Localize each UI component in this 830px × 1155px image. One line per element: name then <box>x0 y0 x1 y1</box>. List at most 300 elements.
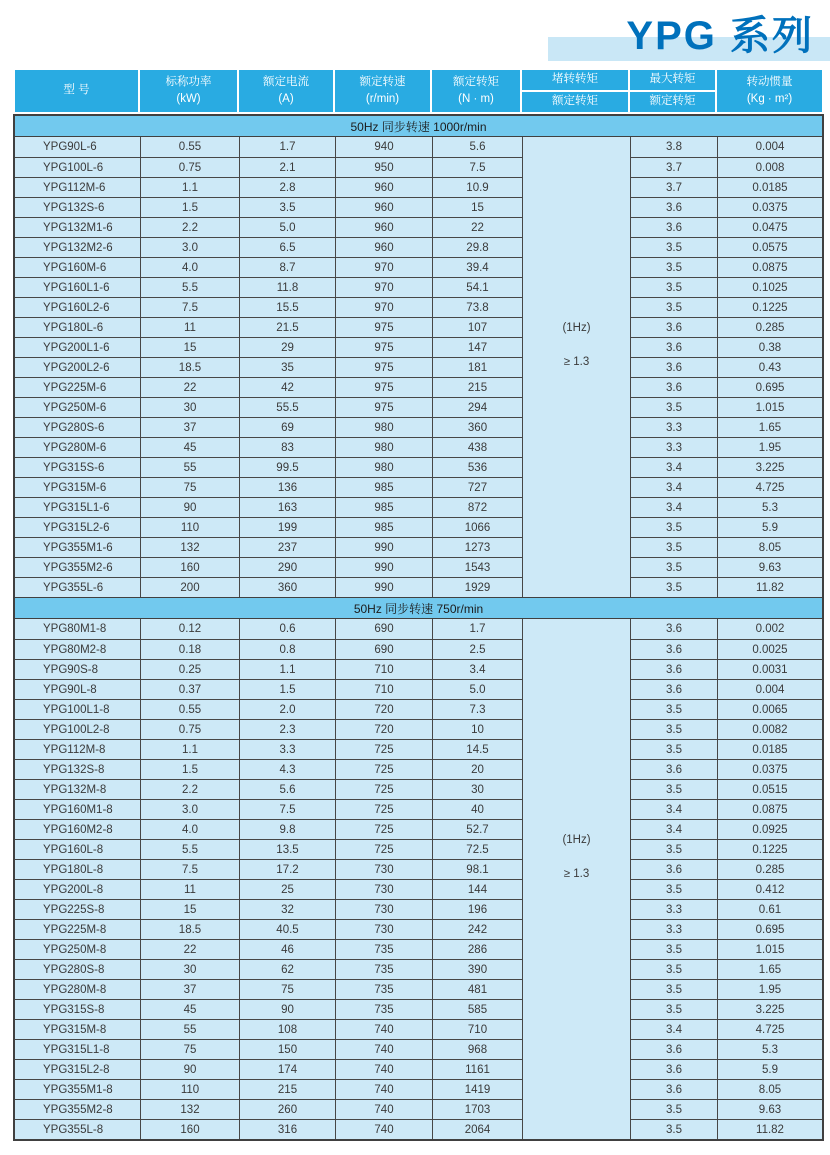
speed-cell: 975 <box>335 397 432 417</box>
power-cell: 1.1 <box>140 177 239 197</box>
power-cell: 30 <box>140 959 239 979</box>
power-cell: 1.5 <box>140 759 239 779</box>
max-torque-ratio-cell: 3.6 <box>630 659 717 679</box>
max-torque-ratio-cell: 3.3 <box>630 899 717 919</box>
col-header-max-torque-denominator: 额定转矩 <box>649 95 696 108</box>
max-torque-ratio-cell: 3.6 <box>630 317 717 337</box>
max-torque-ratio-cell: 3.5 <box>630 839 717 859</box>
current-cell: 25 <box>239 879 335 899</box>
inertia-cell: 4.725 <box>717 477 822 497</box>
col-header-speed-unit: (r/min) <box>365 92 400 105</box>
torque-cell: 98.1 <box>432 859 522 879</box>
current-cell: 2.1 <box>239 157 335 177</box>
max-torque-ratio-cell: 3.7 <box>630 177 717 197</box>
max-torque-ratio-cell: 3.6 <box>630 1079 717 1099</box>
model-cell: YPG80M1-8 <box>15 619 140 639</box>
page-title: YPG 系列 <box>626 14 814 58</box>
speed-cell: 730 <box>335 879 432 899</box>
power-cell: 37 <box>140 979 239 999</box>
model-cell: YPG315L2-6 <box>15 517 140 537</box>
inertia-cell: 0.1025 <box>717 277 822 297</box>
torque-cell: 294 <box>432 397 522 417</box>
inertia-cell: 5.9 <box>717 1059 822 1079</box>
torque-cell: 585 <box>432 999 522 1019</box>
power-cell: 15 <box>140 337 239 357</box>
current-cell: 2.8 <box>239 177 335 197</box>
max-torque-ratio-cell: 3.5 <box>630 257 717 277</box>
current-cell: 199 <box>239 517 335 537</box>
power-cell: 3.0 <box>140 799 239 819</box>
model-cell: YPG90L-8 <box>15 679 140 699</box>
current-cell: 5.0 <box>239 217 335 237</box>
torque-cell: 72.5 <box>432 839 522 859</box>
torque-cell: 360 <box>432 417 522 437</box>
col-header-current-label: 额定电流 <box>263 76 309 88</box>
model-cell: YPG250M-6 <box>15 397 140 417</box>
max-torque-ratio-cell: 3.6 <box>630 1039 717 1059</box>
current-cell: 55.5 <box>239 397 335 417</box>
speed-cell: 990 <box>335 537 432 557</box>
speed-cell: 725 <box>335 799 432 819</box>
max-torque-ratio-cell: 3.6 <box>630 197 717 217</box>
torque-cell: 1703 <box>432 1099 522 1119</box>
speed-cell: 990 <box>335 557 432 577</box>
torque-cell: 30 <box>432 779 522 799</box>
power-cell: 37 <box>140 417 239 437</box>
current-cell: 1.7 <box>239 137 335 157</box>
model-cell: YPG355M1-8 <box>15 1079 140 1099</box>
model-cell: YPG200L2-6 <box>15 357 140 377</box>
inertia-cell: 0.0925 <box>717 819 822 839</box>
inertia-cell: 3.225 <box>717 457 822 477</box>
current-cell: 150 <box>239 1039 335 1059</box>
current-cell: 83 <box>239 437 335 457</box>
speed-cell: 740 <box>335 1019 432 1039</box>
current-cell: 8.7 <box>239 257 335 277</box>
max-torque-ratio-cell: 3.7 <box>630 157 717 177</box>
power-cell: 30 <box>140 397 239 417</box>
inertia-cell: 5.3 <box>717 497 822 517</box>
inertia-cell: 0.004 <box>717 137 822 157</box>
power-cell: 200 <box>140 577 239 597</box>
speed-cell: 735 <box>335 939 432 959</box>
torque-cell: 1.7 <box>432 619 522 639</box>
model-cell: YPG180L-6 <box>15 317 140 337</box>
col-header-speed <box>335 70 432 112</box>
speed-cell: 960 <box>335 217 432 237</box>
inertia-cell: 0.0065 <box>717 699 822 719</box>
power-cell: 11 <box>140 317 239 337</box>
model-cell: YPG180L-8 <box>15 859 140 879</box>
current-cell: 1.5 <box>239 679 335 699</box>
inertia-cell: 11.82 <box>717 1119 822 1139</box>
current-cell: 0.8 <box>239 639 335 659</box>
current-cell: 40.5 <box>239 919 335 939</box>
speed-cell: 980 <box>335 437 432 457</box>
max-torque-ratio-cell: 3.8 <box>630 137 717 157</box>
inertia-cell: 1.65 <box>717 959 822 979</box>
torque-cell: 968 <box>432 1039 522 1059</box>
model-cell: YPG280S-6 <box>15 417 140 437</box>
inertia-cell: 8.05 <box>717 1079 822 1099</box>
max-torque-ratio-cell: 3.6 <box>630 619 717 639</box>
current-cell: 7.5 <box>239 799 335 819</box>
speed-cell: 725 <box>335 839 432 859</box>
max-torque-ratio-cell: 3.5 <box>630 939 717 959</box>
inertia-cell: 1.95 <box>717 979 822 999</box>
speed-cell: 985 <box>335 497 432 517</box>
max-torque-ratio-cell: 3.5 <box>630 699 717 719</box>
max-torque-ratio-cell: 3.5 <box>630 999 717 1019</box>
inertia-cell: 0.0475 <box>717 217 822 237</box>
inertia-cell: 1.95 <box>717 437 822 457</box>
speed-cell: 725 <box>335 779 432 799</box>
torque-cell: 5.6 <box>432 137 522 157</box>
speed-cell: 690 <box>335 639 432 659</box>
inertia-cell: 0.43 <box>717 357 822 377</box>
max-torque-ratio-cell: 3.5 <box>630 577 717 597</box>
power-cell: 2.2 <box>140 779 239 799</box>
table-section-2 <box>15 597 822 1139</box>
torque-cell: 2064 <box>432 1119 522 1139</box>
max-torque-ratio-cell: 3.5 <box>630 537 717 557</box>
model-cell: YPG160L-8 <box>15 839 140 859</box>
max-torque-ratio-cell: 3.5 <box>630 297 717 317</box>
speed-cell: 725 <box>335 759 432 779</box>
model-cell: YPG315M-6 <box>15 477 140 497</box>
current-cell: 32 <box>239 899 335 919</box>
current-cell: 75 <box>239 979 335 999</box>
max-torque-ratio-cell: 3.5 <box>630 959 717 979</box>
current-cell: 360 <box>239 577 335 597</box>
current-cell: 316 <box>239 1119 335 1139</box>
inertia-cell: 5.3 <box>717 1039 822 1059</box>
torque-cell: 147 <box>432 337 522 357</box>
max-torque-ratio-cell: 3.4 <box>630 819 717 839</box>
speed-cell: 730 <box>335 919 432 939</box>
power-cell: 0.75 <box>140 157 239 177</box>
model-cell: YPG80M2-8 <box>15 639 140 659</box>
power-cell: 22 <box>140 377 239 397</box>
power-cell: 0.18 <box>140 639 239 659</box>
max-torque-ratio-cell: 3.6 <box>630 217 717 237</box>
inertia-cell: 8.05 <box>717 537 822 557</box>
speed-cell: 735 <box>335 979 432 999</box>
power-cell: 22 <box>140 939 239 959</box>
inertia-cell: 0.285 <box>717 859 822 879</box>
inertia-cell: 4.725 <box>717 1019 822 1039</box>
max-torque-ratio-cell: 3.4 <box>630 457 717 477</box>
model-cell: YPG132M2-6 <box>15 237 140 257</box>
speed-cell: 730 <box>335 899 432 919</box>
table-section-1 <box>15 116 822 597</box>
model-cell: YPG225M-8 <box>15 919 140 939</box>
col-header-power-label: 标称功率 <box>165 76 212 88</box>
inertia-cell: 0.285 <box>717 317 822 337</box>
current-cell: 1.1 <box>239 659 335 679</box>
current-cell: 11.8 <box>239 277 335 297</box>
power-cell: 18.5 <box>140 357 239 377</box>
torque-cell: 1161 <box>432 1059 522 1079</box>
inertia-cell: 0.008 <box>717 157 822 177</box>
power-cell: 5.5 <box>140 839 239 859</box>
power-cell: 0.37 <box>140 679 239 699</box>
speed-cell: 730 <box>335 859 432 879</box>
inertia-cell: 3.225 <box>717 999 822 1019</box>
torque-cell: 2.5 <box>432 639 522 659</box>
current-cell: 3.5 <box>239 197 335 217</box>
max-torque-ratio-cell: 3.5 <box>630 557 717 577</box>
current-cell: 108 <box>239 1019 335 1039</box>
model-cell: YPG315L1-6 <box>15 497 140 517</box>
torque-cell: 1066 <box>432 517 522 537</box>
torque-cell: 10.9 <box>432 177 522 197</box>
current-cell: 174 <box>239 1059 335 1079</box>
model-cell: YPG100L1-8 <box>15 699 140 719</box>
col-header-power <box>140 70 239 112</box>
power-cell: 15 <box>140 899 239 919</box>
torque-cell: 7.3 <box>432 699 522 719</box>
locked-torque-ratio-cell <box>522 619 630 1139</box>
current-cell: 215 <box>239 1079 335 1099</box>
torque-cell: 196 <box>432 899 522 919</box>
current-cell: 15.5 <box>239 297 335 317</box>
model-cell: YPG315S-6 <box>15 457 140 477</box>
power-cell: 0.75 <box>140 719 239 739</box>
model-cell: YPG280S-8 <box>15 959 140 979</box>
inertia-cell: 0.004 <box>717 679 822 699</box>
speed-cell: 710 <box>335 679 432 699</box>
model-cell: YPG225M-6 <box>15 377 140 397</box>
current-cell: 69 <box>239 417 335 437</box>
max-torque-ratio-cell: 3.4 <box>630 497 717 517</box>
torque-cell: 29.8 <box>432 237 522 257</box>
speed-cell: 975 <box>335 377 432 397</box>
table-header <box>15 70 822 112</box>
torque-cell: 40 <box>432 799 522 819</box>
max-torque-ratio-cell: 3.6 <box>630 377 717 397</box>
col-header-locked-torque-denominator: 额定转矩 <box>552 95 598 108</box>
power-cell: 7.5 <box>140 859 239 879</box>
torque-cell: 1273 <box>432 537 522 557</box>
model-cell: YPG90L-6 <box>15 137 140 157</box>
speed-cell: 985 <box>335 477 432 497</box>
speed-cell: 740 <box>335 1079 432 1099</box>
current-cell: 29 <box>239 337 335 357</box>
power-cell: 1.1 <box>140 739 239 759</box>
max-torque-ratio-cell: 3.3 <box>630 417 717 437</box>
power-cell: 90 <box>140 1059 239 1079</box>
power-cell: 2.2 <box>140 217 239 237</box>
max-torque-ratio-cell: 3.5 <box>630 879 717 899</box>
current-cell: 136 <box>239 477 335 497</box>
torque-cell: 52.7 <box>432 819 522 839</box>
current-cell: 21.5 <box>239 317 335 337</box>
inertia-cell: 0.61 <box>717 899 822 919</box>
current-cell: 35 <box>239 357 335 377</box>
col-header-power-unit: (kW) <box>176 92 201 105</box>
model-cell: YPG160M-6 <box>15 257 140 277</box>
inertia-cell: 0.0375 <box>717 759 822 779</box>
locked-torque-ratio-line: (1Hz) <box>562 322 591 334</box>
model-cell: YPG200L-8 <box>15 879 140 899</box>
max-torque-ratio-cell: 3.6 <box>630 1059 717 1079</box>
max-torque-ratio-cell: 3.4 <box>630 799 717 819</box>
speed-cell: 990 <box>335 577 432 597</box>
torque-cell: 7.5 <box>432 157 522 177</box>
inertia-cell: 1.015 <box>717 397 822 417</box>
torque-cell: 39.4 <box>432 257 522 277</box>
current-cell: 237 <box>239 537 335 557</box>
speed-cell: 735 <box>335 959 432 979</box>
torque-cell: 872 <box>432 497 522 517</box>
model-cell: YPG132S-8 <box>15 759 140 779</box>
max-torque-ratio-cell: 3.5 <box>630 277 717 297</box>
max-torque-ratio-cell: 3.6 <box>630 679 717 699</box>
inertia-cell: 0.0025 <box>717 639 822 659</box>
current-cell: 290 <box>239 557 335 577</box>
locked-torque-ratio-cell <box>522 137 630 597</box>
torque-cell: 390 <box>432 959 522 979</box>
current-cell: 260 <box>239 1099 335 1119</box>
power-cell: 160 <box>140 557 239 577</box>
torque-cell: 107 <box>432 317 522 337</box>
speed-cell: 970 <box>335 277 432 297</box>
max-torque-ratio-cell: 3.6 <box>630 759 717 779</box>
speed-cell: 720 <box>335 699 432 719</box>
current-cell: 0.6 <box>239 619 335 639</box>
power-cell: 5.5 <box>140 277 239 297</box>
model-cell: YPG250M-8 <box>15 939 140 959</box>
model-cell: YPG100L2-8 <box>15 719 140 739</box>
torque-cell: 215 <box>432 377 522 397</box>
speed-cell: 985 <box>335 517 432 537</box>
inertia-cell: 0.695 <box>717 919 822 939</box>
power-cell: 3.0 <box>140 237 239 257</box>
speed-cell: 980 <box>335 457 432 477</box>
torque-cell: 1929 <box>432 577 522 597</box>
model-cell: YPG132M1-6 <box>15 217 140 237</box>
current-cell: 9.8 <box>239 819 335 839</box>
torque-cell: 536 <box>432 457 522 477</box>
speed-cell: 740 <box>335 1119 432 1139</box>
max-torque-ratio-cell: 3.4 <box>630 1019 717 1039</box>
power-cell: 55 <box>140 1019 239 1039</box>
model-cell: YPG315L1-8 <box>15 1039 140 1059</box>
torque-cell: 14.5 <box>432 739 522 759</box>
speed-cell: 710 <box>335 659 432 679</box>
max-torque-ratio-cell: 3.5 <box>630 779 717 799</box>
model-cell: YPG315M-8 <box>15 1019 140 1039</box>
inertia-cell: 0.0185 <box>717 177 822 197</box>
locked-torque-ratio-line: ≥ 1.3 <box>563 868 590 880</box>
torque-cell: 710 <box>432 1019 522 1039</box>
current-cell: 90 <box>239 999 335 1019</box>
model-cell: YPG355L-6 <box>15 577 140 597</box>
col-header-inertia <box>717 70 822 112</box>
torque-cell: 3.4 <box>432 659 522 679</box>
max-torque-ratio-cell: 3.5 <box>630 237 717 257</box>
current-cell: 62 <box>239 959 335 979</box>
col-header-model-label: 型 号 <box>63 84 90 97</box>
speed-cell: 975 <box>335 317 432 337</box>
power-cell: 0.55 <box>140 137 239 157</box>
inertia-cell: 0.0515 <box>717 779 822 799</box>
torque-cell: 286 <box>432 939 522 959</box>
col-header-torque <box>432 70 522 112</box>
col-header-speed-label: 额定转速 <box>359 76 406 88</box>
speed-cell: 960 <box>335 177 432 197</box>
inertia-cell: 0.0575 <box>717 237 822 257</box>
model-cell: YPG160L1-6 <box>15 277 140 297</box>
torque-cell: 727 <box>432 477 522 497</box>
power-cell: 0.25 <box>140 659 239 679</box>
max-torque-ratio-cell: 3.6 <box>630 639 717 659</box>
model-cell: YPG160M2-8 <box>15 819 140 839</box>
model-cell: YPG160M1-8 <box>15 799 140 819</box>
speed-cell: 690 <box>335 619 432 639</box>
inertia-cell: 0.1225 <box>717 839 822 859</box>
current-cell: 13.5 <box>239 839 335 859</box>
speed-cell: 975 <box>335 357 432 377</box>
speed-cell: 940 <box>335 137 432 157</box>
inertia-cell: 0.0082 <box>717 719 822 739</box>
power-cell: 11 <box>140 879 239 899</box>
torque-cell: 54.1 <box>432 277 522 297</box>
inertia-cell: 9.63 <box>717 557 822 577</box>
speed-cell: 970 <box>335 297 432 317</box>
torque-cell: 5.0 <box>432 679 522 699</box>
model-cell: YPG225S-8 <box>15 899 140 919</box>
torque-cell: 181 <box>432 357 522 377</box>
torque-cell: 144 <box>432 879 522 899</box>
col-header-current-unit: (A) <box>278 92 294 105</box>
current-cell: 99.5 <box>239 457 335 477</box>
inertia-cell: 0.0875 <box>717 257 822 277</box>
inertia-cell: 0.38 <box>717 337 822 357</box>
max-torque-ratio-cell: 3.5 <box>630 517 717 537</box>
max-torque-ratio-cell: 3.5 <box>630 397 717 417</box>
model-cell: YPG112M-6 <box>15 177 140 197</box>
torque-cell: 15 <box>432 197 522 217</box>
model-cell: YPG200L1-6 <box>15 337 140 357</box>
torque-cell: 10 <box>432 719 522 739</box>
col-header-locked-torque-ratio <box>522 70 630 112</box>
col-header-inertia-label: 转动惯量 <box>746 76 793 88</box>
model-cell: YPG280M-8 <box>15 979 140 999</box>
col-header-max-torque-ratio <box>630 70 717 112</box>
inertia-cell: 11.82 <box>717 577 822 597</box>
torque-cell: 481 <box>432 979 522 999</box>
power-cell: 18.5 <box>140 919 239 939</box>
model-cell: YPG160L2-6 <box>15 297 140 317</box>
power-cell: 55 <box>140 457 239 477</box>
col-header-torque-label: 额定转矩 <box>453 76 499 88</box>
inertia-cell: 0.0875 <box>717 799 822 819</box>
speed-cell: 740 <box>335 1039 432 1059</box>
model-cell: YPG315L2-8 <box>15 1059 140 1079</box>
torque-cell: 1419 <box>432 1079 522 1099</box>
locked-torque-ratio-line: (1Hz) <box>562 834 591 846</box>
torque-cell: 438 <box>432 437 522 457</box>
max-torque-ratio-cell: 3.5 <box>630 739 717 759</box>
speed-cell: 980 <box>335 417 432 437</box>
speed-cell: 970 <box>335 257 432 277</box>
power-cell: 132 <box>140 1099 239 1119</box>
col-header-inertia-unit: (Kg · m²) <box>746 92 793 105</box>
power-cell: 1.5 <box>140 197 239 217</box>
power-cell: 7.5 <box>140 297 239 317</box>
